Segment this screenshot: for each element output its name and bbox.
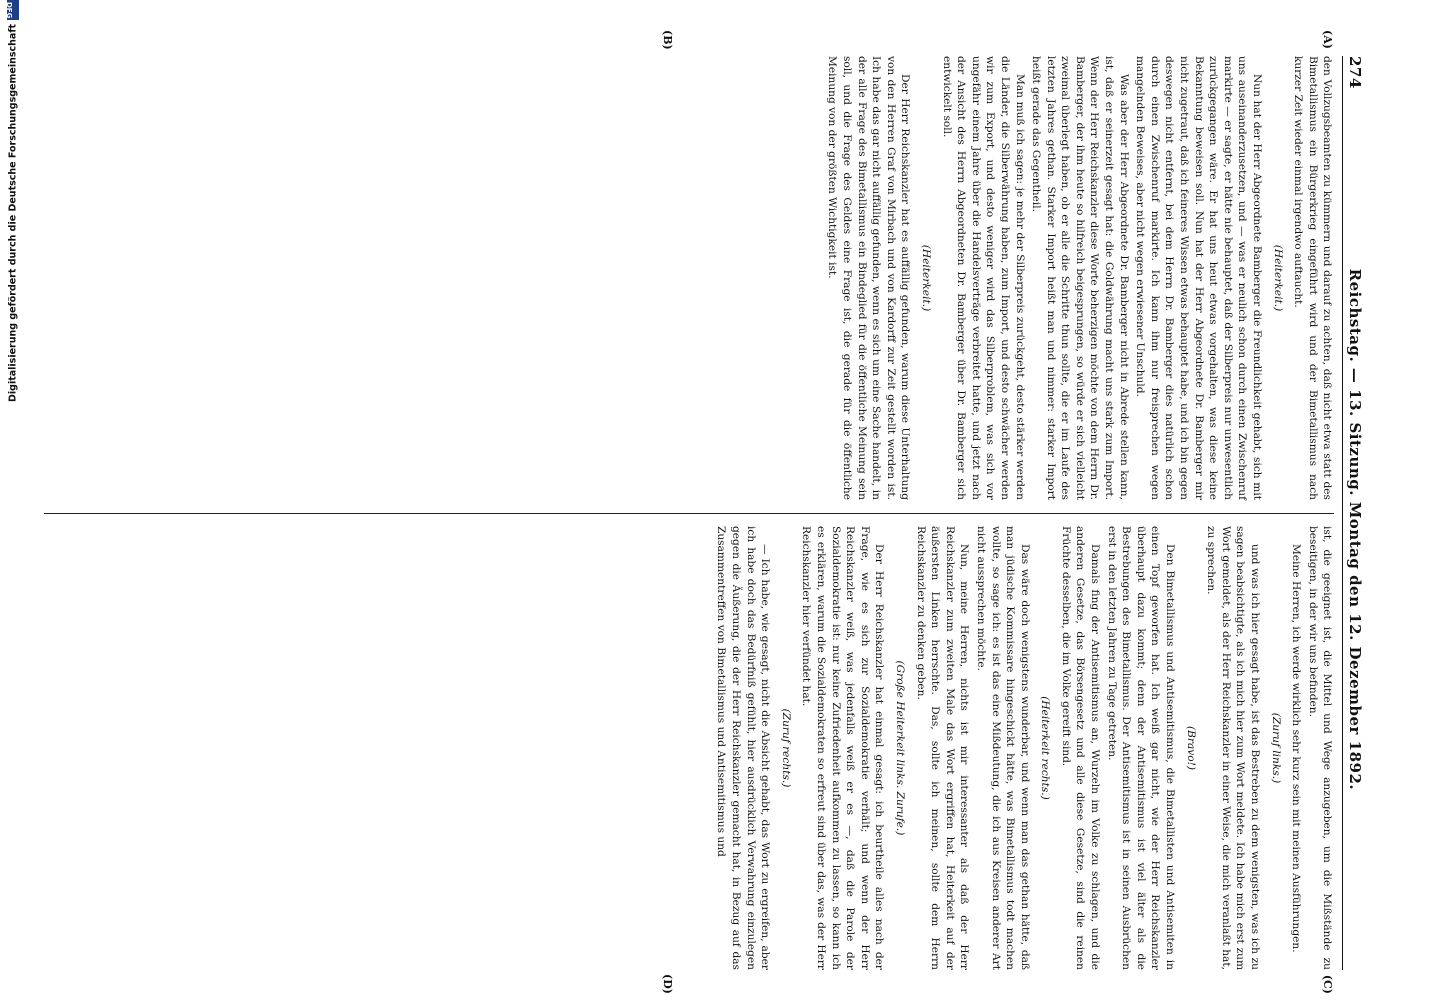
dfg-logo: DFG: [7, 0, 19, 20]
paragraph: Was aber der Herr Abgeordnete Dr. Bamberger nicht in Abrede stellen kann, ist, daß er seinerzeit gesagt hat: die Goldwährung macht uns stark zum Import. Wenn der Herr Reichskanzler diese Worte beherzigen möchte von dem Herrn Dr. Bamberger, der ihm heute so hilfreich beigesprungen, so würde er sich vielleicht zweimal überlegt haben, ob er alle die Schritte thun sollte, die er im Laufe des letzten Jahres gethan. Starker Import heißt man und nimmer: starker Import heißt gerade das Gegentheil.: [1030, 56, 1130, 500]
paragraph: ist, die geeignet ist, die Mittel und Wege anzugeben, um die Mißstände zu beseitigen, in der wir uns befinden.: [1306, 526, 1334, 970]
margin-marker-d: (D): [661, 974, 675, 994]
paragraph: Nun hat der Herr Abgeordnete Bamberger die Freundlichkeit gehabt, sich mit uns auseinanderzusetzen, und — was er neulich schon durch einen Zwischenruf markirte — er sagte, er hätte nie behauptet, daß der Silberpreis nur unwesentlich zurückgegangen wäre. Er hat uns heut etwas vorgehalten, was diese keine Bekanntung beweisen soll. Nun hat der Herr Abgeordnete Dr. Bamberger mir nicht zugetraut, daß ich feineres Wissen etwas behauptet habe, und ich bin gegen deswegen nicht entfernt, bei dem Herrn Dr. Bamberger dies natürlich schon durch einen Zwischenruf markirte. Ich kann ihm nur freisprechen wegen mangelnden Beweises, aber nicht wegen erwiesener Unschuld.: [1134, 56, 1264, 500]
margin-marker-c: (C): [1321, 974, 1335, 994]
paragraph: und was ich hier gesagt habe, ist das Bestreben zu dem wenigsten, was ich zu sagen beabsichtigte, als ich mich hier zum Wort meldete. Ich habe mich erst zum Wort gemeldet, als der Herr Reichskanzler in einer Weise, die mich veranlaßt hat, zu sprechen.: [1205, 526, 1262, 970]
remark: (Zuruf links.): [1269, 712, 1282, 784]
paragraph: Man muß ich sagen: je mehr der Silberpreis zurückgeht, desto stärker werden die Länder, die Silberwährung haben, zum Import, und desto schwächer werden wir zum Export, und desto weniger wird das Silberproblem, was sich vor ungefähr einem Jahre über die Handelsverträge verbreitet hatte, und jetzt nach der Ansicht des Herrn Abgeordneten Dr. Bamberger über Dr. Bamberger sich entwickelt soll.: [940, 56, 1026, 500]
paragraph: Meine Herren, ich werde wirklich sehr kurz sein mit meinen Ausführungen.: [1290, 544, 1303, 953]
paragraph: Nun, meine Herren, nichts ist mir interessanter als daß der Herr Reichskanzler zum zweiten Male das Wort ergriffen hat, Heiterkeit auf der äußersten Linken herrschte. Das, sollte ich meinen, sollte dem Herrn Reichskanzler zu denken geben.: [914, 526, 971, 970]
remark: (Heiterkeit rechts.): [1039, 696, 1052, 800]
column-divider: [44, 513, 1334, 514]
right-column: [44, 526, 1334, 970]
paragraph: Den Bimetallismus und Antisemitismus, die Bimetallisten und Antisemiten in einen Topf geworfen hat. Ich weiß gar nicht, wie der Herr Reichskanzler überhaupt dazu kommt; denn der Antisemitismus ist viel älter als die Bestrebungen des Bimetallismus. Der Antisemitismus ist in seinen Ausbrüchen erst in den letzten Jahren zu Tage getreten.: [1105, 526, 1177, 970]
text-columns: [44, 30, 1335, 994]
left-column: [44, 56, 1334, 500]
footer-credit: [7, 0, 19, 402]
paragraph: — Ich habe, wie gesagt, nicht die Absicht gehabt, das Wort zu ergreifen, aber ich habe doch das Bedürfniß gefühlt, hier ausdrücklich Verwahrung einzulegen gegen die Äußerung, die der Herr Reichskanzler gemacht hat, in Bezug auf das Zusammentreffen von Bimetallismus und Antisemitismus und: [715, 526, 772, 970]
remark: (Zuruf rechts.): [779, 708, 792, 788]
paragraph: Das wäre doch wenigstens wunderbar, und wenn man das gethan hätte, daß man jüdische Kommissare hingeschickt hätte, was Bimetallismus todt machen wollte, so sage ich: es ist das eine Mißdeutung, die ich aus Kreisen anderer Art nicht aussprechen möchte.: [974, 526, 1031, 970]
page-header: [1342, 56, 1362, 970]
digitization-footer: [0, 0, 26, 1000]
margin-marker-a: (A): [1321, 30, 1335, 49]
remark: (Heiterkeit.): [919, 244, 932, 312]
page-title: Reichstag. — 13. Sitzung. Montag den 12. Dezember 1892.: [1346, 268, 1364, 791]
footer-credit-text: Digitalisierung gefördert durch die Deutsche Forschungsgemeinschaft: [7, 24, 19, 402]
margin-marker-b: (B): [661, 30, 675, 50]
remark: (Bravo!): [1184, 725, 1197, 771]
remark: (Heiterkeit.): [1271, 244, 1284, 312]
paragraph: den Vollzugsbeamten zu kümmern und darauf zu achten, daß nicht etwa statt des Bimetallismus ein Bürgerkrieg eingeführt wird und der Bimetallismus nach kurzer Zeit wieder einmal irgendwo auftaucht.: [1292, 56, 1334, 500]
remark: (Große Heiterkeit links. Zurufe.): [893, 660, 906, 836]
paragraph: Der Herr Reichskanzler hat es auffällig gefunden, warum diese Unterhaltung von den Herren Graf von Mirbach und von Kardorff zur Zeit gestellt worden ist. Ich habe das gar nicht auffällig gefunden, wenn es sich um eine Sache handelt, in der alle Frage des Bimetallismus ein Bindeglied für die öffentliche Meinung sein soll, und die Frage des Geldes eine Frage ist, die gerade für die öffentliche Meinung von der größten Wichtigkeit ist.: [826, 56, 912, 500]
paragraph: Der Herr Reichskanzler hat einmal gesagt: ich beurtheile alles nach der Frage, wie es sich zur Sozialdemokratie verhält; und wenn der Herr Reichskanzler weiß, was jedenfalls weiß er es —, daß die Parole der Sozialdemokratie ist: nur keine Zufriedenheit aufkommen zu lassen, so kann ich es erklären, warum die Sozialdemokraten so erfreut sind über das, was der Herr Reichskanzler hier verfündet hat.: [800, 526, 886, 970]
page-number: 274: [1346, 56, 1364, 89]
paragraph: Damals fing der Antisemitismus an, Wurzeln im Volke zu schlagen, und die anderen Gesetze, das Börsengesetz und alle diese Gesetze, sind die reinen Früchte desselben, die im Volke gereift sind.: [1059, 526, 1102, 970]
